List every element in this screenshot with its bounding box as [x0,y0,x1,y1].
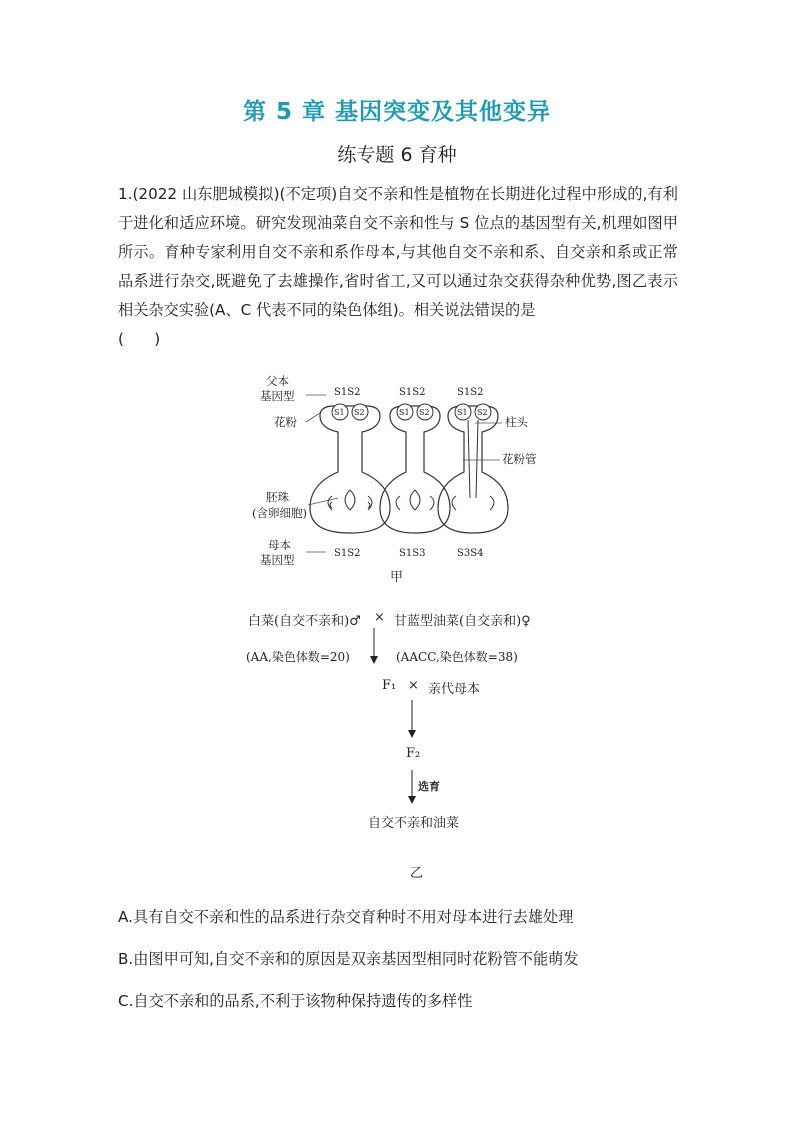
mother-genotype-2: S1S3 [399,548,426,559]
figure-jia [250,368,560,592]
topic-title: 练专题 6 育种 [337,144,457,166]
pollen-allele-1a: S1 [334,408,345,417]
arrow-2 [406,700,418,742]
figure-jia-caption: 甲 [390,570,404,585]
option-c: C.自交不亲和的品系,不利于该物种保持遗传的多样性 [118,992,473,1010]
pollen-allele-3a: S1 [457,408,468,417]
father-genotype-label-1: 父本 [266,374,289,388]
select-label: 选育 [418,780,440,793]
figure-yi-caption: 乙 [410,866,424,881]
pollen-allele-2a: S1 [399,408,410,417]
pistil-2 [380,404,450,533]
pistil-1 [310,404,390,533]
figure-jia-diagram [250,368,560,588]
f1-partner: 亲代母本 [428,682,481,697]
male-note: (AA,染色体数=20) [246,650,350,664]
f2-label: F₂ [406,746,421,761]
f1-cross-sign: × [408,678,419,693]
father-genotype-label-2: 基因型 [260,389,295,403]
stigma-label: 柱头 [505,415,528,429]
option-a: A.具有自交不亲和性的品系进行杂交育种时不用对母本进行去雄处理 [118,908,574,926]
female-note: (AACC,染色体数=38) [396,650,518,664]
father-genotype-2: S1S2 [399,387,426,398]
chapter-title: 第 5 章 基因突变及其他变异 [242,99,552,125]
parent-male: 白菜(自交不亲和)♂ [248,614,361,629]
mother-genotype-1: S1S2 [334,548,361,559]
pollen-allele-2b: S2 [419,408,430,417]
ovule-label-2: (含卵细胞) [252,506,307,520]
pollen-allele-3b: S2 [477,408,488,417]
answer-blank: ( ) [118,330,161,348]
arrow-3 [406,770,418,808]
father-genotype-1: S1S2 [334,387,361,398]
pollen-tube-label: 花粉管 [502,452,537,466]
pollen-label: 花粉 [274,415,297,429]
question-stem [118,180,678,354]
parent-female: 甘蓝型油菜(自交亲和)♀ [394,614,531,629]
question-text: 1.(2022 山东肥城模拟)(不定项)自交不亲和性是植物在长期进化过程中形成的,有利于进化和适应环境。研究发现油菜自交不亲和性与 S 位点的基因型有关,机理如图甲所示。育种专家利用自交不亲和系作母本,与其他自交不亲和系、自交亲和系或正常品系进行杂交,既避免了去雄操作,省时省工,又可以通过杂交获得杂种优势,图乙表示相关杂交实验(A、C 代表不同的染色体组)。相关说法错误的是 [118,185,678,319]
mother-genotype-3: S3S4 [457,548,484,559]
mother-genotype-label-1: 母本 [268,538,291,552]
pollen-allele-1b: S2 [354,408,365,417]
option-b: B.由图甲可知,自交不亲和的原因是双亲基因型相同时花粉管不能萌发 [118,950,579,968]
f1-label: F₁ [382,678,397,693]
ovule-label-1: 胚珠 [266,490,289,504]
arrow-1 [368,628,380,668]
cross-sign: × [374,610,385,625]
mother-genotype-label-2: 基因型 [260,553,295,567]
result-label: 自交不亲和油菜 [368,816,460,831]
father-genotype-3: S1S2 [457,387,484,398]
